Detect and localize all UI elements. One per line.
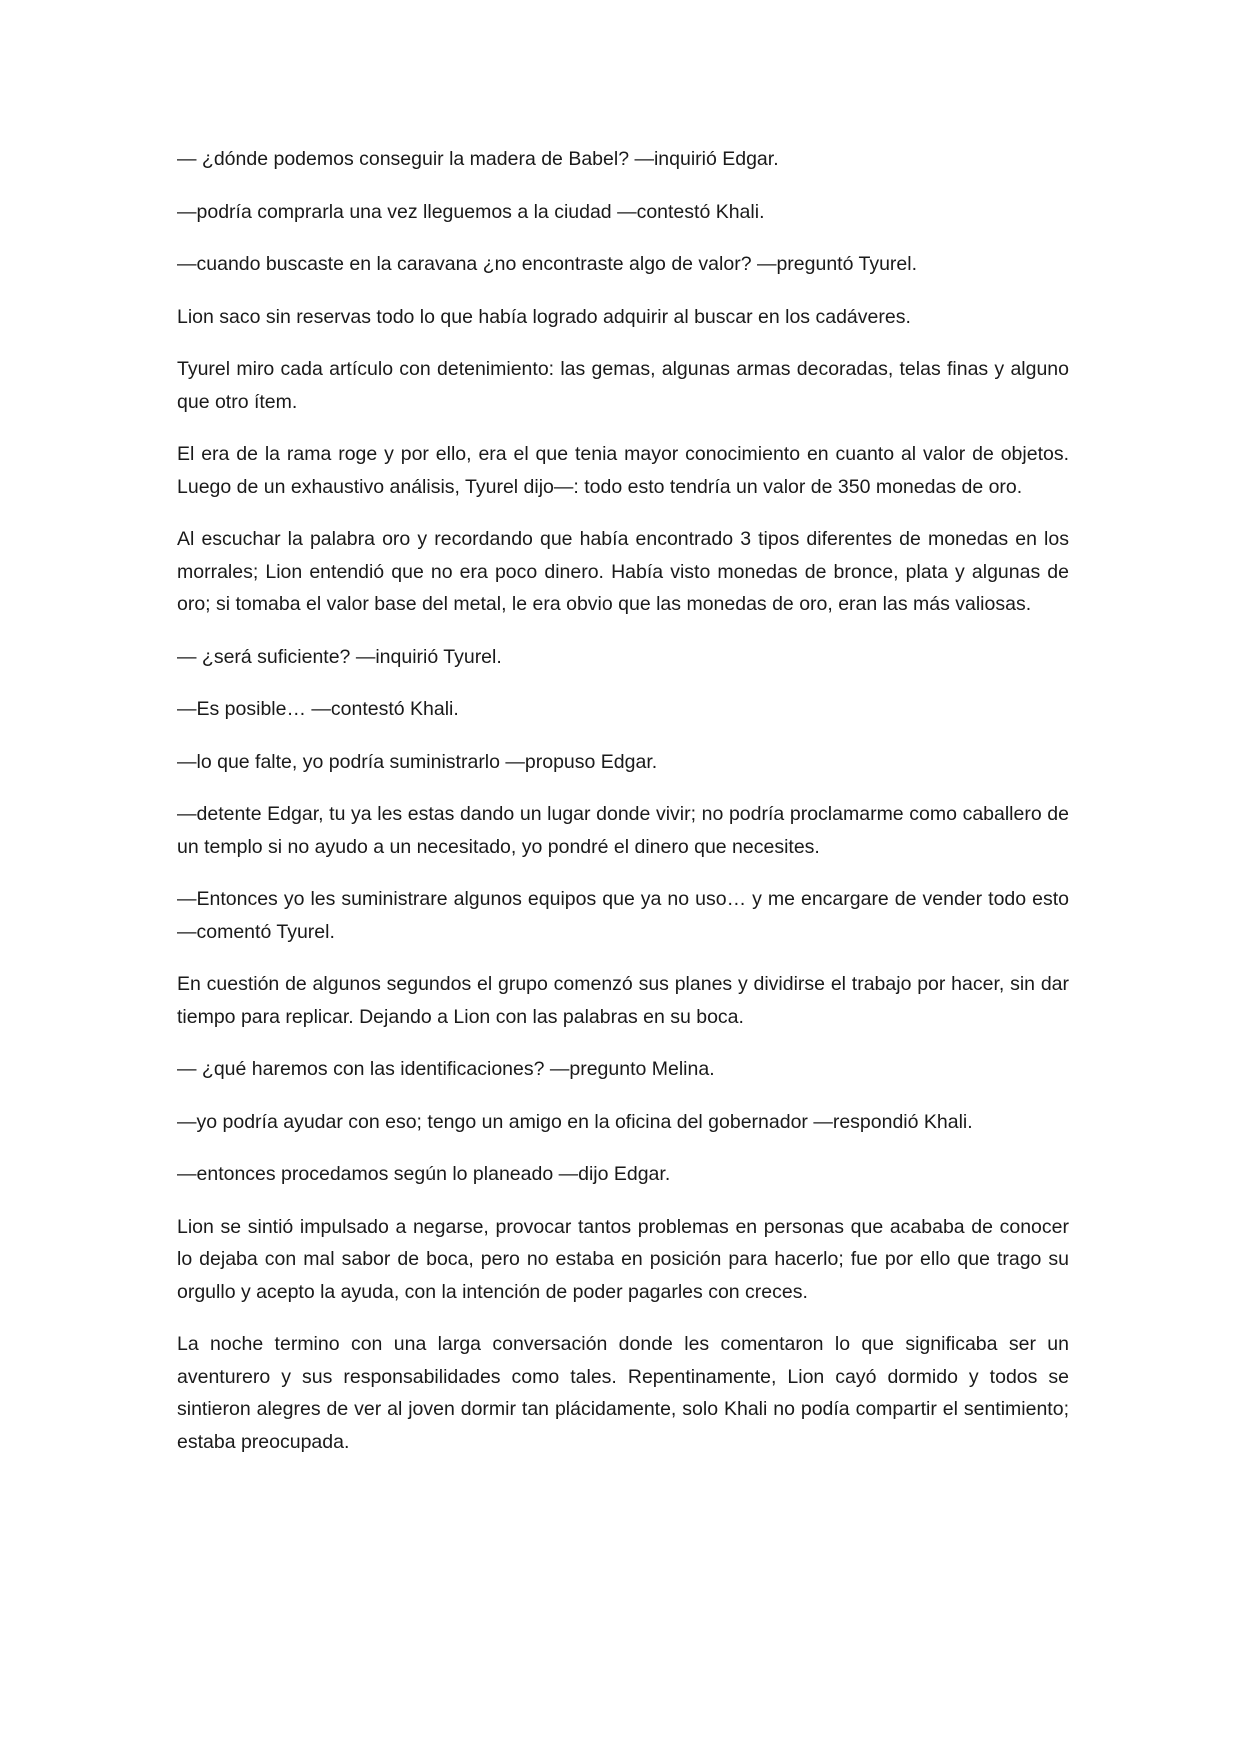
paragraph-18: La noche termino con una larga conversación donde les comentaron lo que significaba ser un aventurero y sus responsabilidades como tales. Repentinamente, Lion cayó dormido y todos se sintieron alegres de ver al joven dormir tan plácidamente, solo Khali no podía compartir el sentimiento; estaba preocupada. — [177, 1333, 1069, 1453]
paragraph-11: —detente Edgar, tu ya les estas dando un lugar donde vivir; no podría proclamarme como caballero de un templo si no ayudo a un necesitado, yo pondré el dinero que necesites. — [177, 803, 1069, 858]
paragraph-12: —Entonces yo les suministrare algunos equipos que ya no uso… y me encargare de vender todo esto —comentó Tyurel. — [177, 888, 1069, 943]
paragraph-16: —entonces procedamos según lo planeado —dijo Edgar. — [177, 1163, 671, 1185]
paragraph-5: Tyurel miro cada artículo con detenimiento: las gemas, algunas armas decoradas, telas finas y alguno que otro ítem. — [177, 358, 1069, 413]
paragraph-7: Al escuchar la palabra oro y recordando que había encontrado 3 tipos diferentes de monedas en los morrales; Lion entendió que no era poco dinero. Había visto monedas de bronce, plata y algunas de oro; si tomaba el valor base del metal, le era obvio que las monedas de oro, eran las más valiosas. — [177, 528, 1069, 615]
paragraph-3: —cuando buscaste en la caravana ¿no encontraste algo de valor? —preguntó Tyurel. — [177, 253, 918, 275]
paragraph-9: —Es posible… —contestó Khali. — [177, 698, 459, 720]
paragraph-17: Lion se sintió impulsado a negarse, provocar tantos problemas en personas que acababa de conocer lo dejaba con mal sabor de boca, pero no estaba en posición para hacerlo; fue por ello que trago su orgullo y acepto la ayuda, con la intención de poder pagarles con creces. — [177, 1215, 1069, 1303]
paragraph-8: — ¿será suficiente? —inquirió Tyurel. — [177, 645, 502, 668]
paragraph-1: — ¿dónde podemos conseguir la madera de Babel? —inquirió Edgar. — [177, 148, 779, 170]
paragraph-6: El era de la rama roge y por ello, era el que tenia mayor conocimiento en cuanto al valor de objetos. Luego de un exhaustivo análisis, Tyurel dijo—: todo esto tendría un valor de 350 monedas de oro. — [177, 443, 1069, 498]
paragraph-4: Lion saco sin reservas todo lo que había logrado adquirir al buscar en los cadáveres. — [177, 305, 911, 328]
paragraph-2: —podría comprarla una vez lleguemos a la ciudad —contestó Khali. — [177, 200, 765, 223]
paragraph-13: En cuestión de algunos segundos el grupo comenzó sus planes y dividirse el trabajo por hacer, sin dar tiempo para replicar. Dejando a Lion con las palabras en su boca. — [177, 973, 1069, 1028]
paragraph-14: — ¿qué haremos con las identificaciones? —pregunto Melina. — [177, 1058, 715, 1080]
paragraph-15: —yo podría ayudar con eso; tengo un amigo en la oficina del gobernador —respondió Khali. — [177, 1110, 973, 1133]
paragraph-10: —lo que falte, yo podría suministrarlo —propuso Edgar. — [177, 750, 658, 773]
document-body — [177, 143, 1069, 1478]
